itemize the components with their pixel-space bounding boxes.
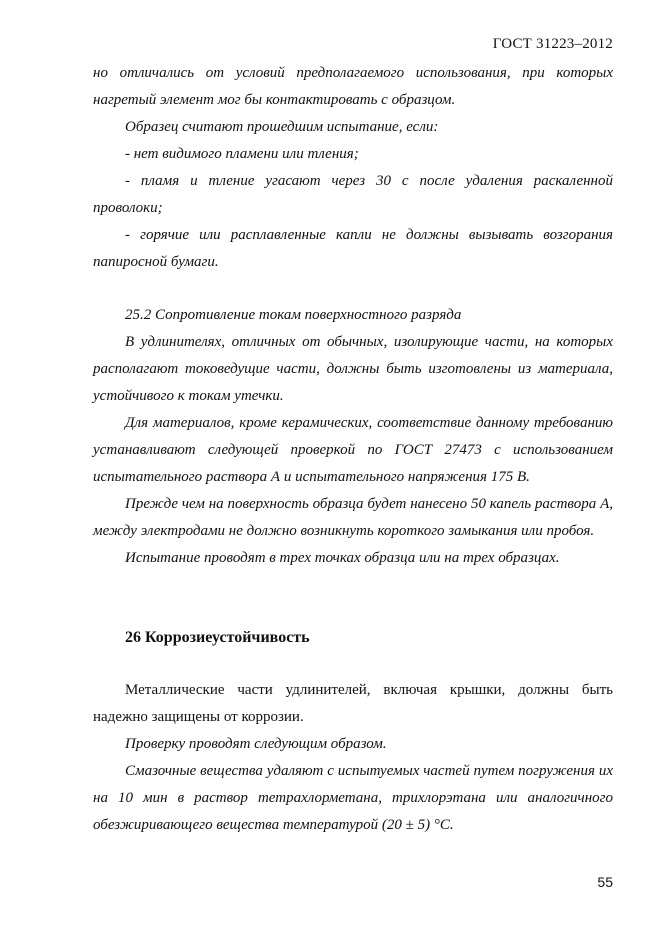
paragraph-materials-check: Для материалов, кроме керамических, соответствие данному требованию устанавливают следующей проверкой по ГОСТ 27473 с использованием испытательного раствора А и испытательного напряжения 175 В.	[93, 415, 613, 485]
paragraph-pass-criteria: Образец считают прошедшим испытание, если:	[125, 119, 439, 135]
document-code: ГОСТ 31223–2012	[492, 36, 613, 52]
subsection-title-25-2: 25.2 Сопротивление токам поверхностного разряда	[125, 307, 462, 323]
paragraph-test-points: Испытание проводят в трех точках образца или на трех образцах.	[125, 550, 560, 566]
page-content	[93, 60, 613, 839]
section-title-26: 26 Коррозиеустойчивость	[125, 629, 310, 646]
paragraph-drops-test: Прежде чем на поверхность образца будет нанесено 50 капель раствора А, между электродами не должно возникнуть короткого замыкания или пробоя.	[93, 496, 613, 539]
paragraph-continuation: но отличались от условий предполагаемого использования, при которых нагретый элемент мог бы контактировать с образцом.	[93, 65, 613, 108]
paragraph-metal-parts: Металлические части удлинителей, включая крышки, должны быть надежно защищены от коррозии.	[93, 682, 613, 725]
page-number: 55	[597, 874, 613, 890]
paragraph-degreasing: Смазочные вещества удаляют с испытуемых частей путем погружения их на 10 мин в раствор тетрахлорметана, трихлорэтана или аналогичного обезжиривающего вещества температурой (20 ± 5) °С.	[93, 763, 613, 833]
list-item-flame-extinguish: - пламя и тление угасают через 30 с после удаления раскаленной проволоки;	[93, 173, 613, 216]
paragraph-check-procedure: Проверку проводят следующим образом.	[125, 736, 387, 752]
paragraph-insulating-parts: В удлинителях, отличных от обычных, изолирующие части, на которых располагают токоведущие части, должны быть изготовлены из материала, устойчивого к токам утечки.	[93, 334, 613, 404]
list-item-hot-drops: - горячие или расплавленные капли не должны вызывать возгорания папиросной бумаги.	[93, 227, 613, 270]
list-item-no-flame: - нет видимого пламени или тления;	[125, 146, 359, 162]
